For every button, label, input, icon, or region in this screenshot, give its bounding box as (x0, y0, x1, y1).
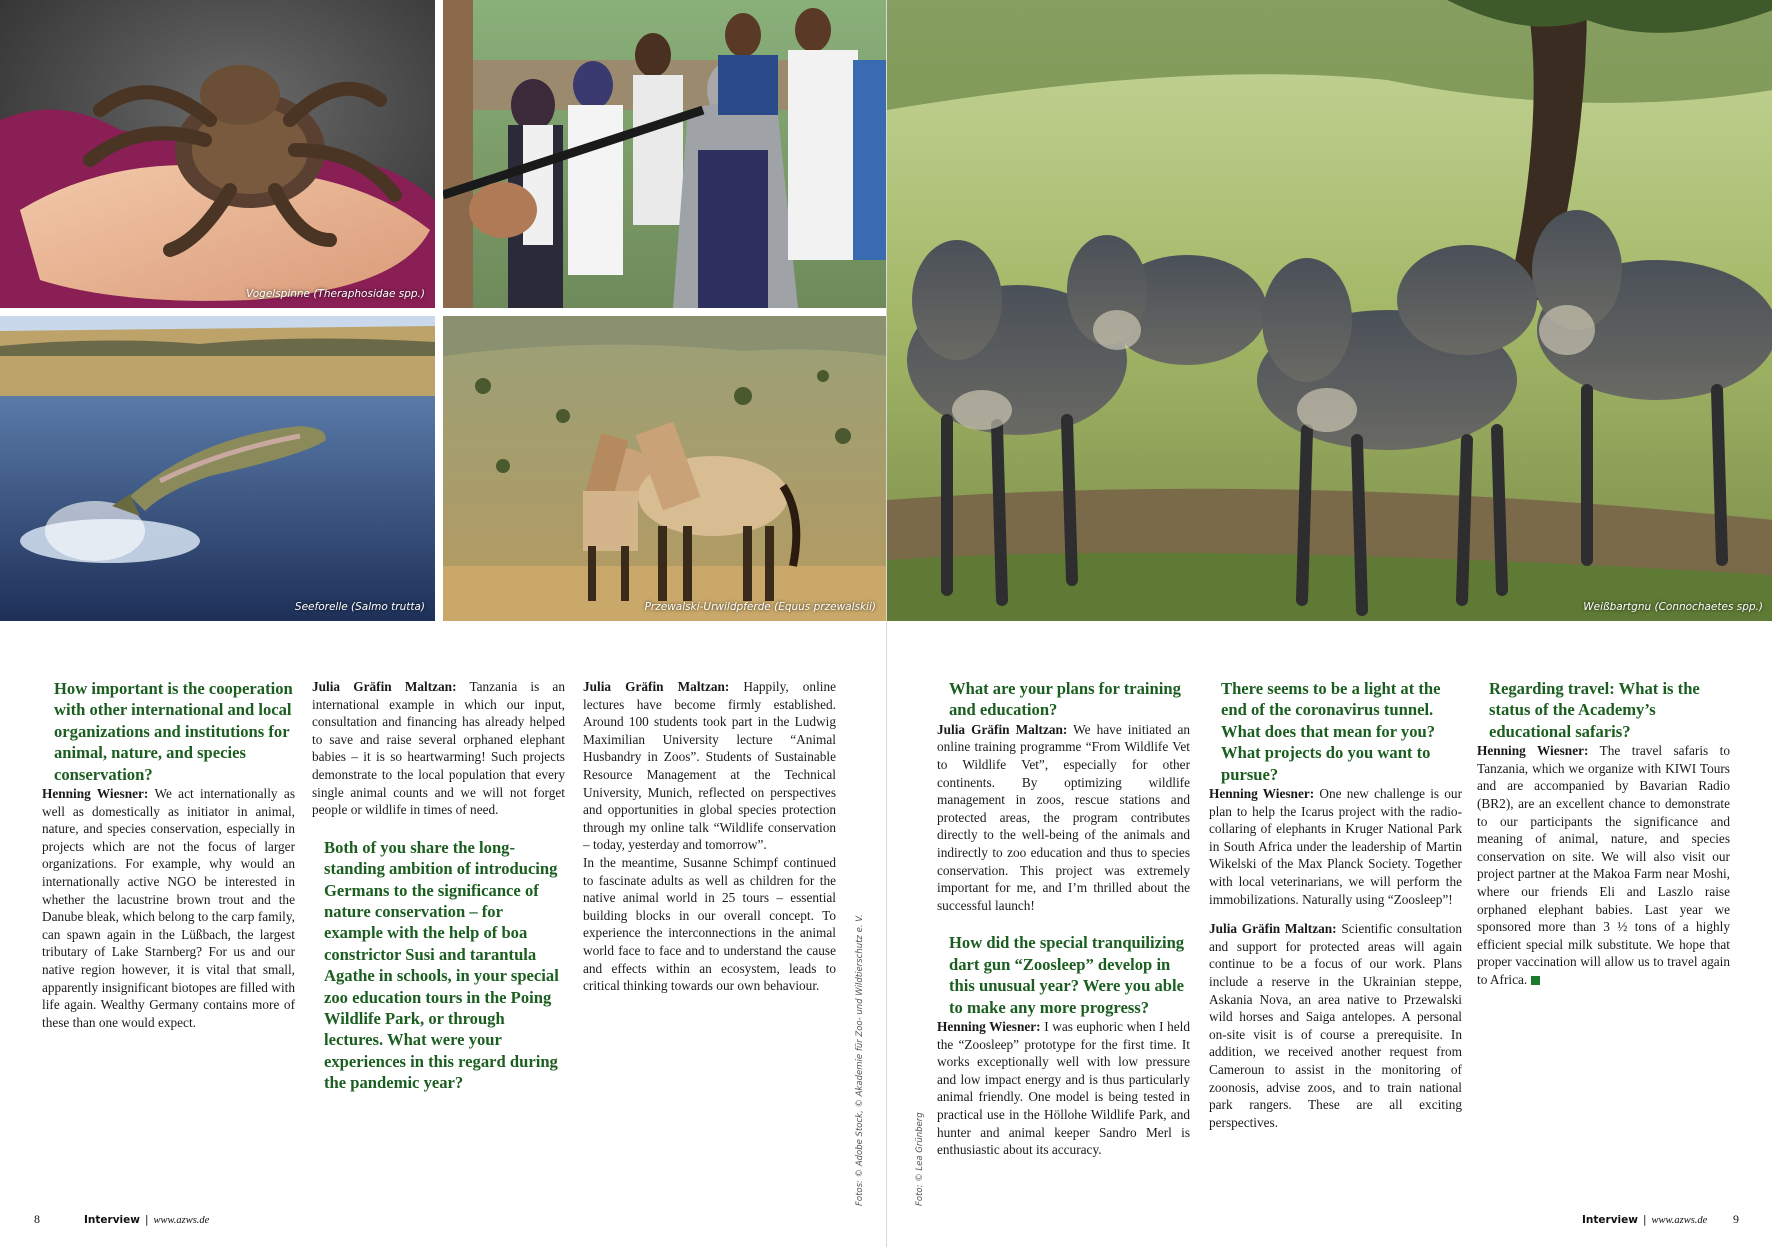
speaker-name: Julia Gräfin Maltzan: (937, 721, 1068, 737)
answer-text: Scientific consultation and support for protected areas will again continue to be a focus of our work. Plans include a reserve in the Ukrainian steppe, Askania Nova, an area native to Przewalski wild horses and Saiga antelopes. A personal on-site visit is of course a prerequisite. In addition, we received another request from Cameroun to assist in the monitoring of zoonosis, advise zoos, and to train national park rangers. These are all exciting perspectives. (1209, 921, 1462, 1130)
answer-text: The travel safaris to Tanzania, which we organize with KIWI Tours and are accompanied by Bavarian Radio (BR2), are an excellent chance to demonstrate to our participants the significance and meaning of animal, nature, and species conservation on site. We will also visit our project partner at the Makoa Farm near Moshi, where our friends Eli and Laszlo raise orphaned elephant babies. Last year we sponsored more than 3 ½ tons of a highly efficient special milk substitute. We hope that proper vaccination will allow us to travel again to Africa. (1477, 743, 1730, 987)
right-column-2 (1209, 678, 1462, 1131)
answer-paragraph (937, 721, 1190, 915)
speaker-name: Julia Gräfin Maltzan: (312, 679, 457, 694)
end-of-article-mark (1531, 976, 1540, 985)
answer-paragraph (1477, 742, 1730, 988)
students-photo (443, 0, 886, 308)
horses-caption: Przewalski-Urwildpferde (Equus przewalskii) (644, 601, 876, 613)
speaker-name: Henning Wiesner: (1209, 786, 1315, 802)
question-heading: How important is the cooperation with other international and local organizations and institutions for animal, nature, and species conservation? (54, 679, 293, 784)
photo-credit-left: Fotos: © Adobe Stock, © Akademie für Zoo- und Wildtierschutz e. V. (855, 914, 865, 1206)
answer-paragraph (1209, 920, 1462, 1131)
page-footer (84, 1214, 209, 1226)
wildebeest-photo (887, 0, 1772, 621)
question-heading: How did the special tranquilizing dart gun “Zoosleep” develop in this unusual year? Were you able to make any more progress? (949, 933, 1185, 1017)
page-number: 8 (34, 1212, 40, 1226)
answer-paragraph (583, 678, 836, 854)
footer-section: Interview (1582, 1214, 1638, 1226)
page-number: 9 (1733, 1212, 1739, 1226)
footer-separator: | (144, 1214, 149, 1226)
footer-url[interactable]: www.azws.de (1651, 1215, 1708, 1226)
footer-section: Interview (84, 1214, 140, 1226)
speaker-name: Julia Gräfin Maltzan: (1209, 921, 1337, 937)
answer-text: One new challenge is our plan to help the Icarus project with the radio-collaring of elephants in Kruger National Park in South Africa under the leadership of Martin Wikelski of the Max Planck Society. Together with local veterinarians, we will perform the immobilizations. Naturally using “Zoosleep”! (1209, 786, 1463, 907)
left-column-2 (312, 678, 565, 1094)
tarantula-photo (0, 0, 435, 308)
speaker-name: Julia Gräfin Maltzan: (583, 679, 730, 694)
right-column-3 (1477, 678, 1730, 989)
answer-text: We have initiated an online training programme “From Wildlife Vet to Wildlife Vet”, especially for other continents. By optimizing wildlife management in zoos, rescue stations and protected areas, the program contributes directly to the well-being of the animals and indirectly to zoo education and thus to species conservation. This project was extremely important for me, and I’m thrilled about the successful launch! (937, 721, 1190, 913)
wildebeest-caption: Weißbartgnu (Connochaetes spp.) (1583, 601, 1763, 613)
question-heading: There seems to be a light at the end of the coronavirus tunnel. What does that mean for you? What projects do you want to pursue? (1221, 679, 1441, 784)
answer-paragraph: In the meantime, Susanne Schimpf continued to fascinate adults as well as children for the native animal world in 25 tours – essential building blocks in our overall concept. To experience the interconnections in the animal world face to face and to understand the cause and effects within an ecosystem, leads to critical thinking towards our own behaviour. (583, 854, 836, 994)
answer-text: Tanzania is an international example in which our input, consultation and financing has already helped to save and raise several orphaned elephant babies – it is so heartwarming! Such projects demonstrate to the local population that every single animal counts and we will not forget people or wildlife in times of need. (312, 679, 565, 818)
footer-separator: | (1642, 1214, 1647, 1226)
speaker-name: Henning Wiesner: (1477, 743, 1589, 759)
answer-text: I was euphoric when I held the “Zoosleep” prototype for the first time. It works exceptionally well with low pressure and low impact energy and is thus particularly animal friendly. One model is being tested in practical use in the Höllohe Wildlife Park, and hunter and animal keeper Sandro Merl is enthusiastic about its accuracy. (937, 1018, 1191, 1158)
right-column-1 (937, 678, 1190, 1159)
left-column-3 (583, 678, 836, 995)
answer-paragraph (1209, 785, 1462, 908)
answer-text: Happily, online lectures have become firmly established. Around 100 students took part in the Ludwig Maximilian University lecture “Animal Husbandry in Zoos”. Students of Sustainable Resource Management at the Technical University, Munich, reflected on perspectives and opportunities in global species protection through my online talk “Wildlife conservation – today, yesterday and tomorrow”. (583, 679, 837, 853)
question-heading: What are your plans for training and education? (949, 679, 1181, 720)
answer-paragraph (312, 678, 565, 819)
question-heading: Regarding travel: What is the status of the Academy’s educational safaris? (1489, 679, 1700, 741)
answer-paragraph (42, 785, 295, 1031)
speaker-name: Henning Wiesner: (42, 786, 149, 802)
answer-paragraph (937, 1018, 1190, 1159)
answer-text: We act internationally as well as domestically as initiator in animal, nature, and species conservation, especially in projects which are not the focus of larger organizations. For example, why would an internationally active NGO be interested in whether the lacustrine brown trout and the Danube bleak, which belong to the carp family, can spawn again in the Lüßbach, the largest tributary of Lake Starnberg? For us and our native region however, it is vital that small, apparently insignificant biotopes are filled with life again. Wealthy Germany contains more of these than one would expect. (42, 786, 295, 1030)
page-footer (1582, 1214, 1707, 1226)
speaker-name: Henning Wiesner: (937, 1018, 1041, 1034)
trout-caption: Seeforelle (Salmo trutta) (294, 601, 425, 613)
horses-photo (443, 316, 886, 621)
trout-photo (0, 316, 435, 621)
tarantula-caption: Vogelspinne (Theraphosidae spp.) (246, 288, 425, 300)
right-page (886, 0, 1772, 1247)
question-heading: Both of you share the long-standing ambition of introducing Germans to the significance of nature conservation – for example with the help of boa constrictor Susi and tarantula Agathe in schools, in your special zoo education tours in the Poing Wildlife Park, or through lectures. What were your experiences in this regard during the pandemic year? (324, 837, 559, 1093)
footer-url[interactable]: www.azws.de (153, 1215, 210, 1226)
photo-credit-right: Foto: © Lea Grünberg (915, 1112, 925, 1206)
left-column-1 (42, 678, 295, 1031)
